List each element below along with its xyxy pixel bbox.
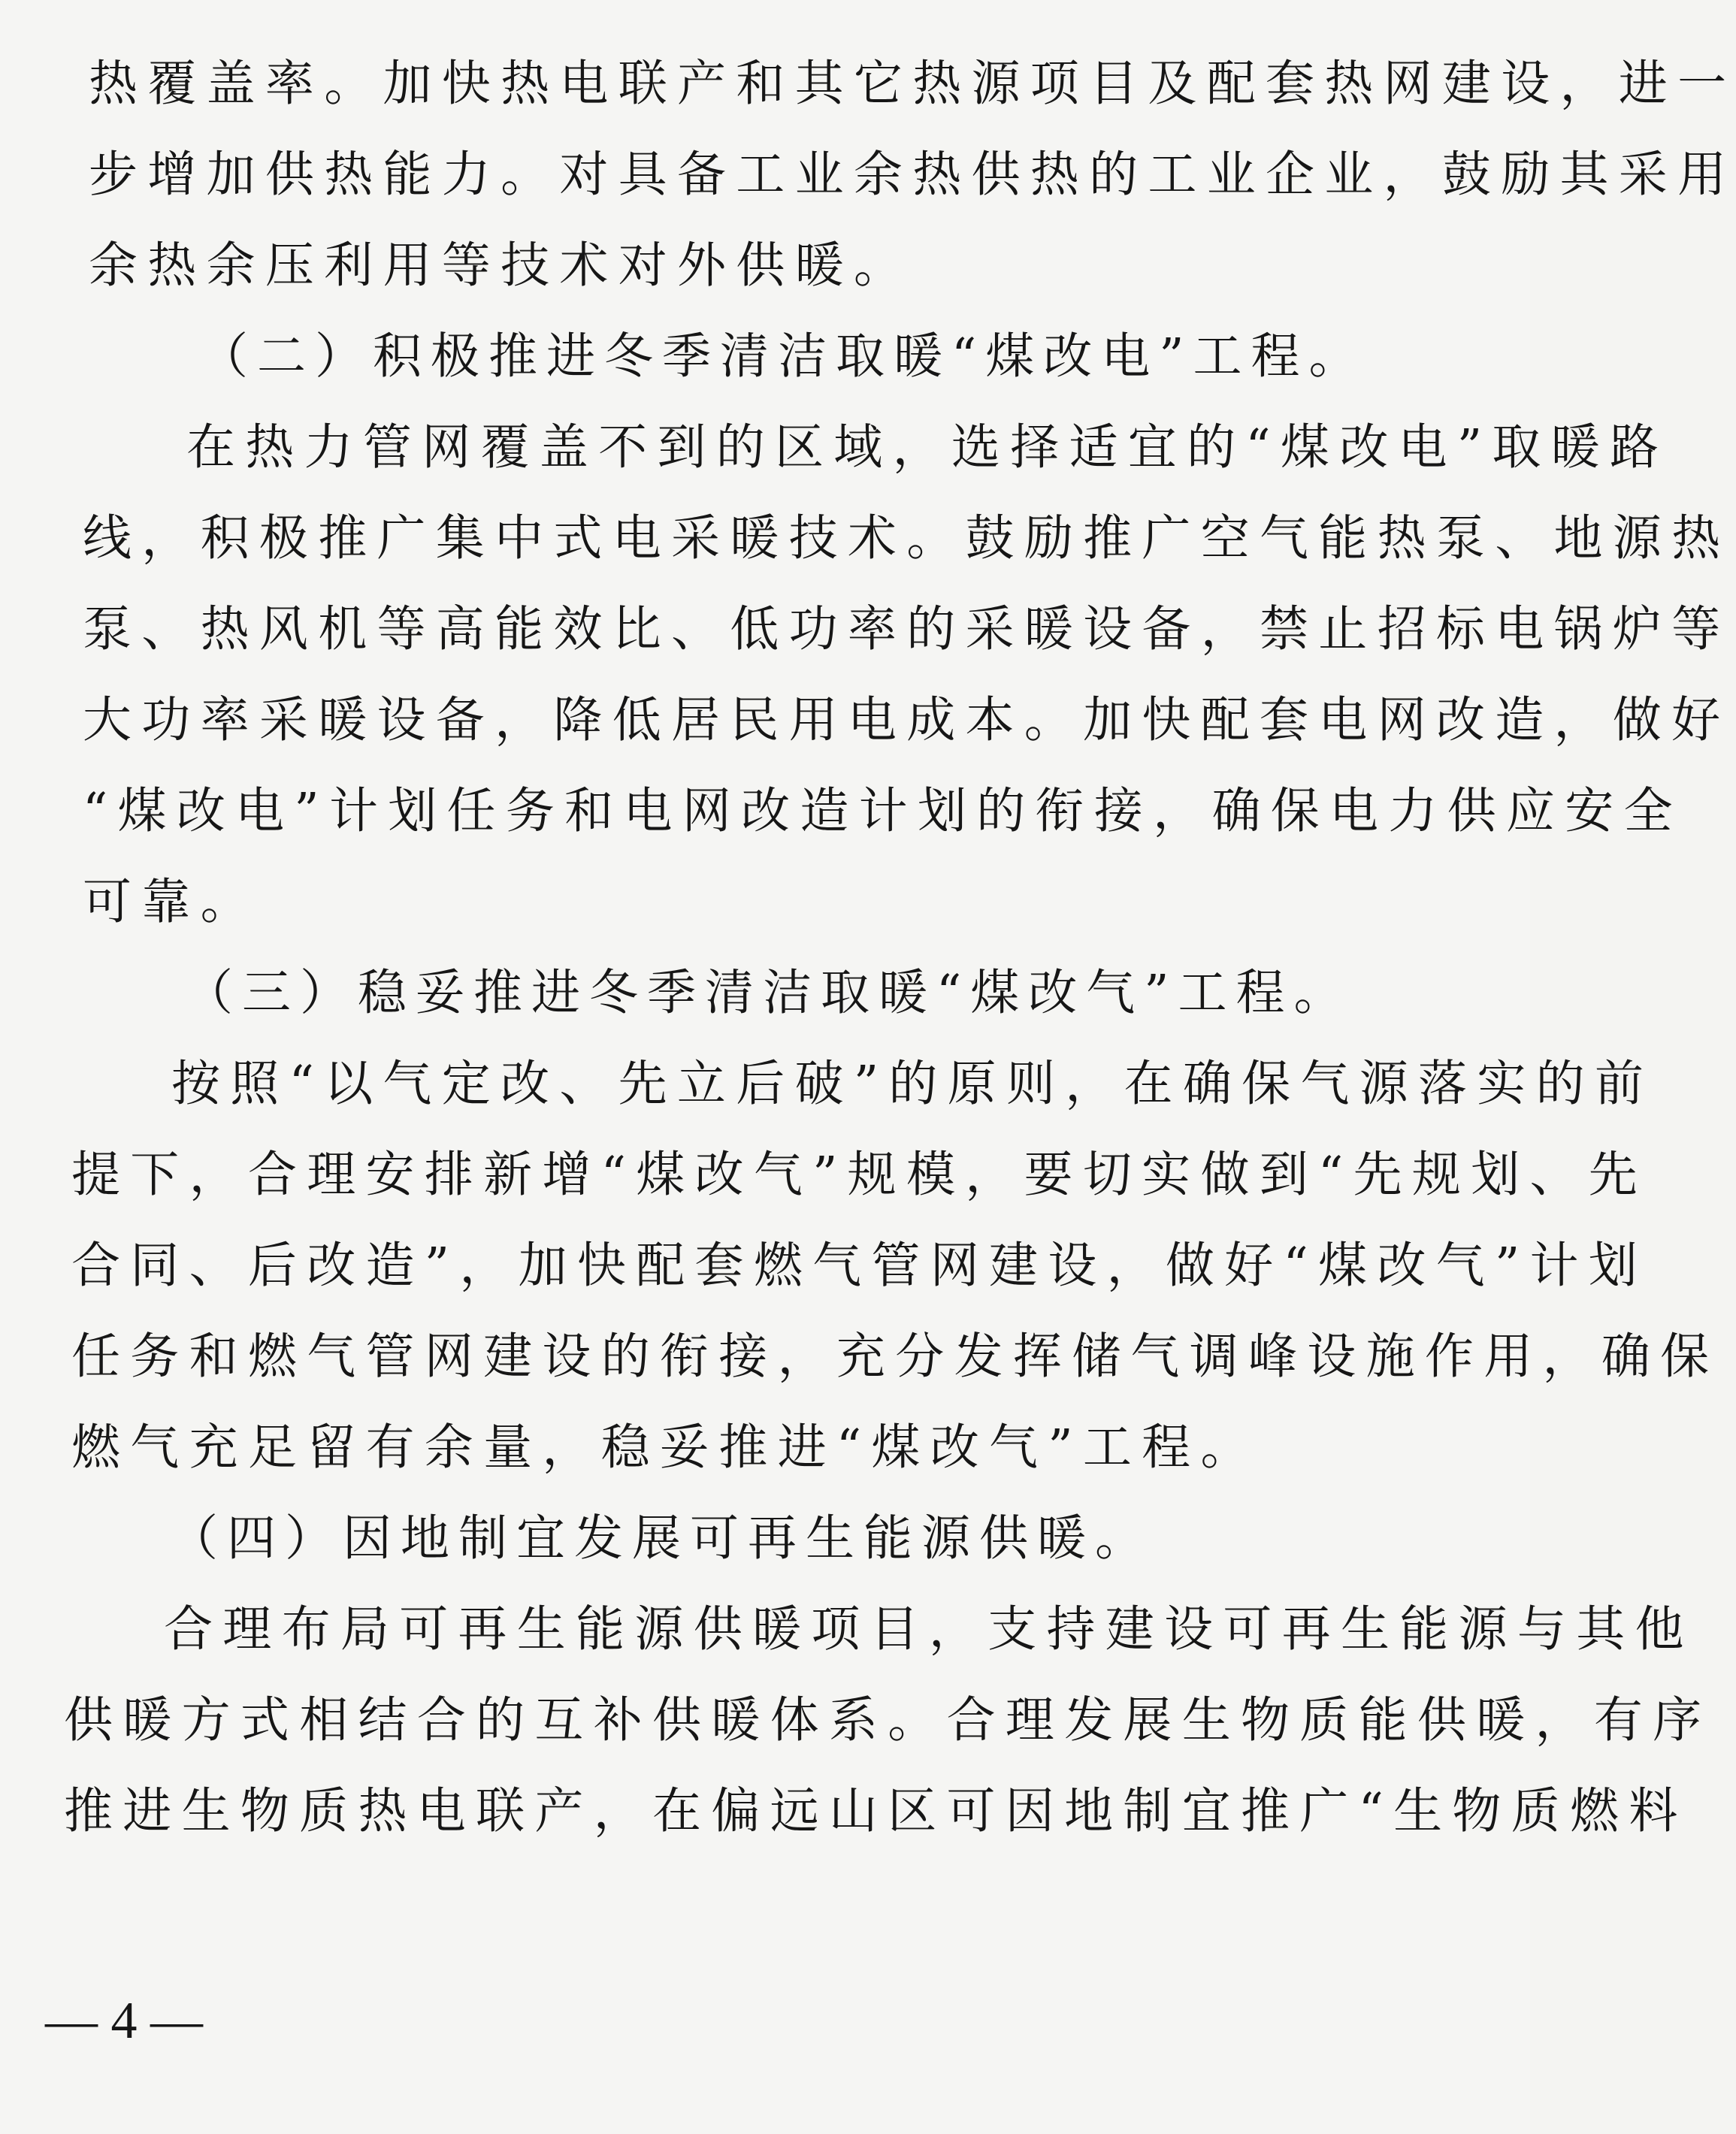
text-line: 线，积极推广集中式电采暖技术。鼓励推广空气能热泵、地源热 [83, 510, 1731, 567]
text-line: 余热余压利用等技术对外供暖。 [89, 237, 913, 294]
text-line: 在热力管网覆盖不到的区域，选择适宜的“煤改电”取暖路 [186, 419, 1669, 476]
text-line: 任务和燃气管网建设的衔接，充分发挥储气调峰设施作用，确保 [71, 1328, 1719, 1385]
text-line: 合理布局可再生能源供暖项目，支持建设可再生能源与其他 [164, 1601, 1694, 1658]
text-line: 热覆盖率。加快热电联产和其它热源项目及配套热网建设，进一 [89, 56, 1736, 112]
section-heading: （四）因地制宜发展可再生能源供暖。 [169, 1510, 1154, 1567]
text-line: 按照“以气定改、先立后破”的原则，在确保气源落实的前 [171, 1056, 1654, 1112]
text-line: 提下，合理安排新增“煤改气”规模，要切实做到“先规划、先 [71, 1147, 1648, 1203]
section-heading: （二）积极推进冬季清洁取暖“煤改电”工程。 [199, 328, 1367, 385]
text-line: “煤改电”计划任务和电网改造计划的衔接，确保电力供应安全 [83, 783, 1683, 839]
text-line: 推进生物质热电联产，在偏远山区可因地制宜推广“生物质燃料 [64, 1783, 1688, 1839]
text-line: 步增加供热能力。对具备工业余热供热的工业企业，鼓励其采用 [89, 147, 1736, 203]
page-number: — 4 — [45, 1992, 203, 2050]
text-line: 可靠。 [83, 874, 259, 930]
text-line: 大功率采暖设备，降低居民用电成本。加快配套电网改造，做好 [83, 692, 1731, 748]
text-line: 泵、热风机等高能效比、低功率的采暖设备，禁止招标电锅炉等 [83, 601, 1731, 657]
text-line: 燃气充足留有余量，稳妥推进“煤改气”工程。 [71, 1419, 1260, 1476]
text-line: 供暖方式相结合的互补供暖体系。合理发展生物质能供暖，有序 [64, 1692, 1712, 1749]
text-line: 合同、后改造”，加快配套燃气管网建设，做好“煤改气”计划 [71, 1238, 1648, 1294]
section-heading: （三）稳妥推进冬季清洁取暖“煤改气”工程。 [184, 965, 1352, 1021]
